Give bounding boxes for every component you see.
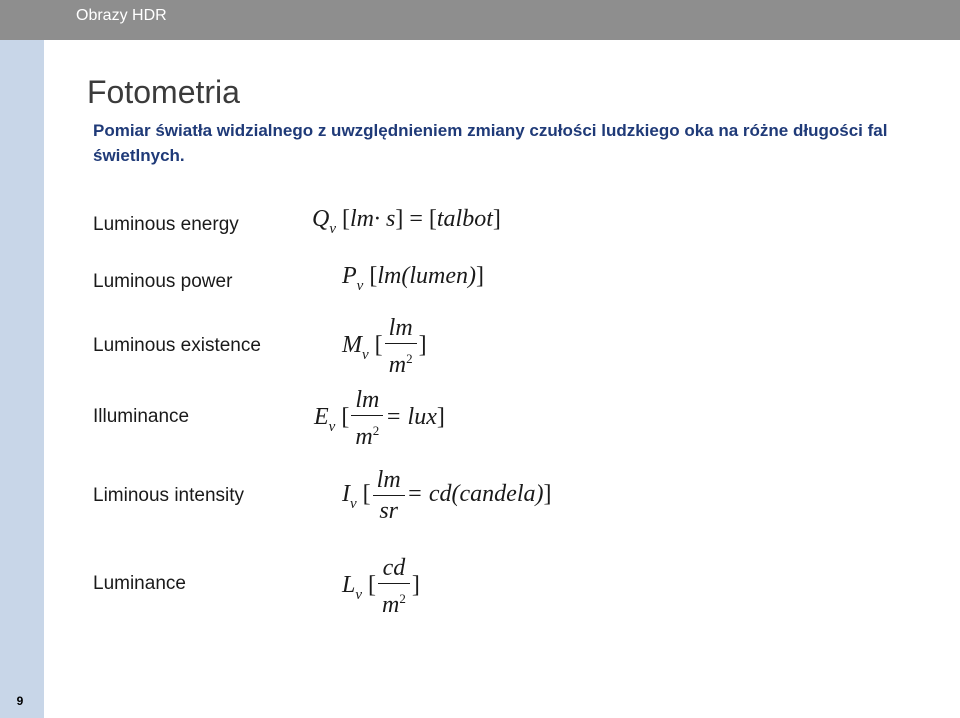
formula-intensity-subscript: v [350,496,357,513]
formula-intensity-equals: = cd(candela) [406,481,544,508]
formula-existence: $M_v$ [ $\frac{lm}{m^2}$ ] [342,315,427,378]
label-luminous-energy: Luminous energy [93,214,239,235]
formula-illuminance: $E_v$ [ $\frac{lm}{m^2}$ = lux] [314,387,445,450]
formula-illuminance-subscript: v [328,419,336,436]
formula-existence-fraction [385,313,417,380]
formula-energy-symbol: Q [312,206,330,232]
formula-power: $P_v$ [lm(lumen)] [342,263,484,294]
formula-energy-subscript: v [329,221,337,237]
formula-intensity-numerator: lm [373,465,405,496]
label-luminous-intensity: Liminous intensity [93,485,245,506]
formula-existence-exponent: 2 [406,351,413,366]
formula-power-subscript: v [356,278,364,294]
formula-power-unit: lm(lumen) [377,263,476,289]
formula-existence-numerator: lm [385,313,417,344]
subtitle: Pomiar światła widzialnego z uwzględnieniem zmiany czułości ludzkiego oka na różne długości fal świetlnych. [93,121,888,165]
header-title: Obrazy HDR [76,7,167,24]
formula-intensity: $I_v$ [ $\frac{lm}{sr}$ = cd(candela)] [342,467,552,524]
formula-luminance-denominator: m [382,592,400,618]
formula-illuminance-exponent: 2 [372,423,380,438]
formula-existence-subscript: v [362,347,369,364]
formula-intensity-symbol: I [342,481,350,508]
formula-energy-equals: = [ [409,206,437,232]
slide-number: 9 [16,694,24,708]
formula-illuminance-denominator: m [355,424,373,450]
formula-energy-name: talbot [436,206,493,232]
formula-illuminance-equals: = lux [385,404,437,431]
label-luminance: Luminance [93,573,186,594]
formula-existence-denominator: m [388,352,407,378]
formula-illuminance-fraction [351,385,383,452]
formula-intensity-denominator: sr [379,498,399,524]
label-illuminance: Illuminance [93,406,190,427]
formula-luminance-numerator: cd [378,553,410,584]
header-bar [0,0,960,40]
formula-existence-symbol: M [342,332,362,359]
formula-luminance: $L_v$ [ $\frac{cd}{m^2}$ ] [342,555,420,618]
formula-energy: $Q_v$ [lm· s] = [talbot] [312,206,501,237]
formula-luminance-symbol: L [342,572,356,599]
formula-power-symbol: P [342,263,357,289]
left-sidebar [0,40,44,718]
label-luminous-existence: Luminous existence [93,335,261,356]
label-luminous-power: Luminous power [93,271,233,292]
formula-luminance-exponent: 2 [399,591,406,606]
formula-illuminance-symbol: E [314,404,329,431]
formula-luminance-subscript: v [355,587,363,604]
formula-intensity-fraction [373,465,405,526]
page-title: Fotometria [87,74,240,110]
formula-luminance-fraction [378,553,410,620]
formula-energy-unit: lm· s [350,206,396,232]
formula-illuminance-numerator: lm [351,385,383,416]
